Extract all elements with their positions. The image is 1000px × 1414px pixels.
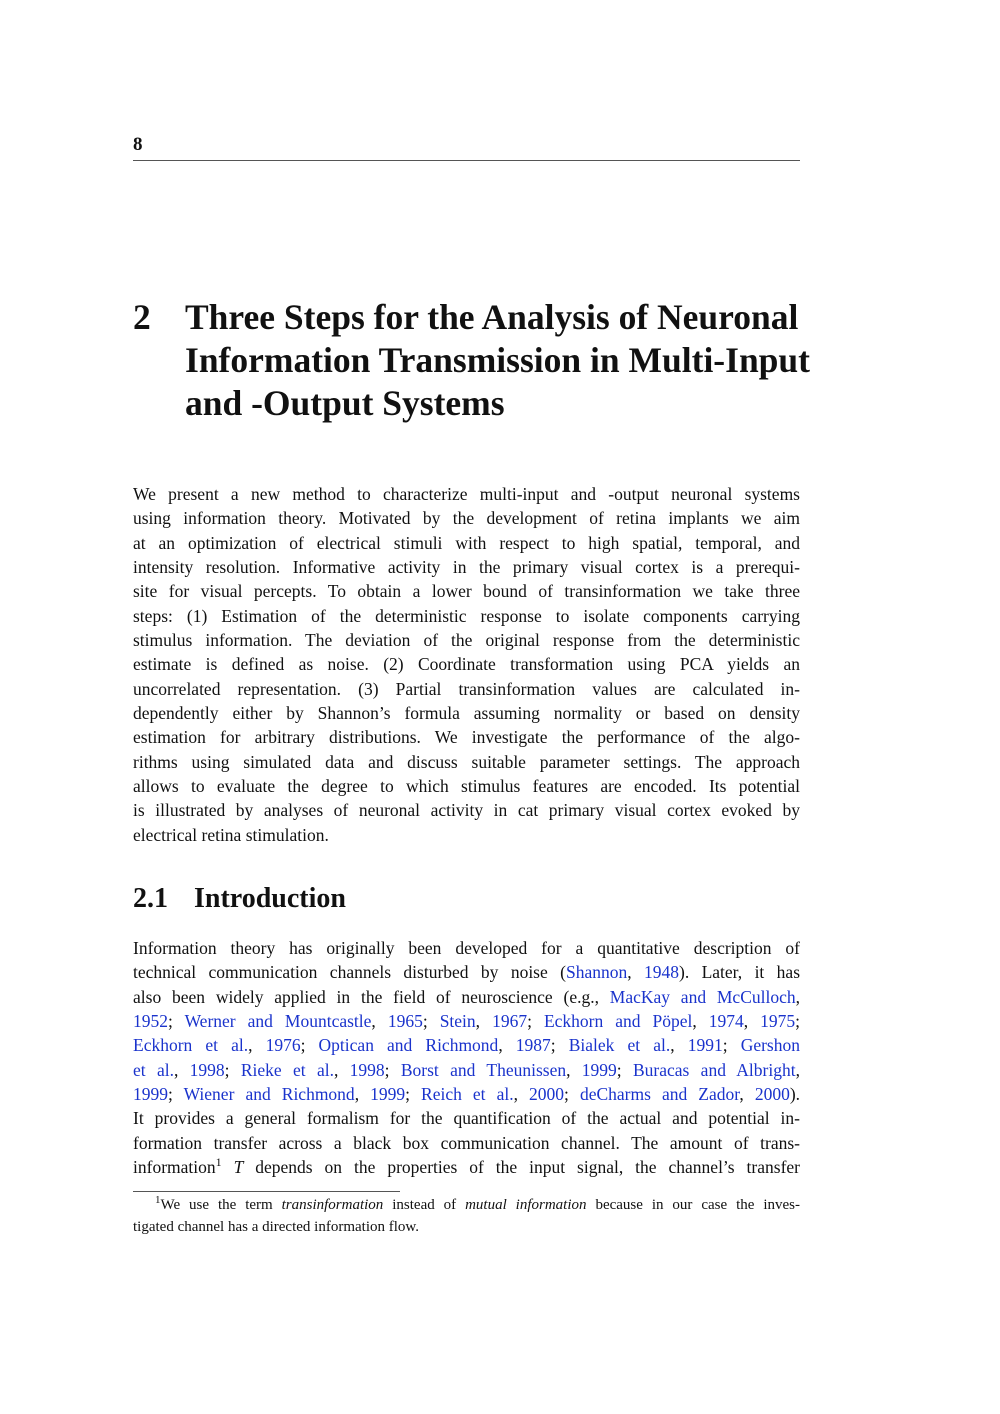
intro-line (133, 1033, 800, 1057)
abstract-line: dependently either by Shannon’s formula assuming normality or based on density (133, 703, 800, 724)
text-run: formation transfer across a black box communication channel. The amount of trans- (133, 1132, 800, 1153)
intro-line (133, 1155, 800, 1179)
citation-link[interactable]: Werner and Mountcastle (184, 1011, 372, 1032)
citation-link[interactable]: Rieke et al. (240, 1059, 334, 1080)
footnote-line (133, 1195, 800, 1217)
text-run: ; (527, 1011, 544, 1032)
text-run: ; (224, 1059, 241, 1080)
page-number: 8 (133, 134, 143, 155)
citation-link[interactable]: Reich et al. (421, 1084, 514, 1105)
text-run: tigated channel has a directed information flow. (133, 1218, 420, 1235)
abstract-line: using information theory. Motivated by the development of retina implants we aim (133, 508, 800, 529)
section-heading (133, 883, 346, 915)
footnote-marker[interactable]: 1 (215, 1155, 222, 1170)
text-run: because in our case the inves- (586, 1197, 800, 1213)
text-run: , (354, 1084, 371, 1105)
text-run: , (566, 1059, 582, 1080)
abstract-line: electrical retina stimulation. (133, 824, 329, 845)
intro-line (133, 1082, 800, 1106)
text-run: ). (789, 1084, 801, 1105)
chapter-title-line: Three Steps for the Analysis of Neuronal (185, 297, 799, 337)
intro-line (133, 1131, 800, 1155)
italic-term: mutual information (465, 1197, 587, 1213)
text-run: ; (168, 1084, 184, 1105)
abstract-line: steps: (1) Estimation of the deterministic response to isolate components carrying (133, 605, 800, 626)
text-run: ; (300, 1035, 319, 1056)
section-title: Introduction (194, 883, 346, 914)
text-run: ; (422, 1011, 440, 1032)
citation-link[interactable]: 1998 (349, 1059, 385, 1080)
citation-link[interactable]: Buracas and Albright (632, 1059, 796, 1080)
section-number: 2.1 (133, 883, 168, 914)
text-run (222, 1157, 234, 1177)
text-run: ; (616, 1059, 633, 1080)
text-run: , (795, 986, 800, 1007)
text-run: technical communication channels disturbed by noise ( (133, 962, 566, 983)
citation-link[interactable]: 1967 (492, 1011, 528, 1032)
text-run: Information theory has originally been developed for a quantitative description of (133, 938, 800, 958)
text-run: , (739, 1084, 755, 1105)
text-run: , (173, 1059, 190, 1080)
citation-link[interactable]: 1974 (708, 1011, 744, 1032)
text-run: information (133, 1157, 216, 1178)
italic-term: transinformation (281, 1197, 384, 1213)
text-run: , (333, 1059, 350, 1080)
citation-link[interactable]: 1976 (265, 1035, 301, 1056)
citation-link[interactable]: Stein (439, 1011, 476, 1032)
citation-link[interactable]: Wiener and Richmond (183, 1084, 355, 1105)
italic-term: T (233, 1157, 244, 1178)
abstract-line: estimation for arbitrary distributions. We investigate the performance of the algo- (133, 727, 800, 748)
text-run: ; (564, 1084, 580, 1105)
text-run: also been widely applied in the field of neuroscience (e.g., (133, 986, 610, 1007)
citation-link[interactable]: Optican and Richmond (318, 1035, 499, 1056)
abstract-line: uncorrelated representation. (3) Partial transinformation values are calculated in- (133, 678, 800, 699)
footnote-line (133, 1217, 800, 1239)
text-run: , (692, 1011, 709, 1032)
abstract-line: is illustrated by analyses of neuronal activity in cat primary visual cortex evoked by (133, 800, 800, 821)
citation-link[interactable]: 1948 (644, 962, 679, 983)
citation-link[interactable]: 2000 (529, 1084, 565, 1105)
citation-link[interactable]: Gershon (740, 1035, 800, 1056)
text-run: depends on the properties of the input signal, the channel’s transfer (243, 1157, 800, 1178)
chapter-heading (133, 296, 813, 425)
citation-link[interactable]: 1991 (687, 1035, 723, 1056)
citation-link[interactable]: 1965 (387, 1011, 423, 1032)
citation-link[interactable]: 2000 (754, 1084, 790, 1105)
text-run: ). Later, it has (679, 962, 801, 983)
text-run: , (795, 1059, 800, 1080)
text-run: , (670, 1035, 688, 1056)
text-run: ; (795, 1011, 801, 1032)
citation-link[interactable]: et al. (133, 1059, 174, 1080)
citation-link[interactable]: 1975 (760, 1011, 796, 1032)
chapter-title-line: and -Output Systems (185, 383, 505, 423)
abstract-line: rithms using simulated data and discuss suitable parameter settings. The approach (133, 751, 800, 772)
citation-link[interactable]: Borst and Theunissen (400, 1059, 567, 1080)
citation-link[interactable]: Eckhorn et al. (133, 1035, 249, 1056)
footnote-rule (133, 1191, 400, 1192)
footnote-marker[interactable]: 1 (155, 1194, 161, 1206)
text-run: , (498, 1035, 516, 1056)
intro-line (133, 936, 800, 960)
citation-link[interactable]: MacKay and McCulloch (609, 986, 796, 1007)
citation-link[interactable]: 1987 (515, 1035, 551, 1056)
text-run: , (743, 1011, 761, 1032)
abstract-line: stimulus information. The deviation of the original response from the deterministic (133, 630, 800, 651)
header-rule (133, 160, 800, 161)
citation-link[interactable]: Shannon (565, 962, 628, 983)
abstract-line: allows to evaluate the degree to which stimulus features are encoded. Its potential (133, 776, 800, 797)
footnote (133, 1195, 800, 1238)
citation-link[interactable]: 1999 (370, 1084, 406, 1105)
text-run: , (475, 1011, 493, 1032)
abstract-line: We present a new method to characterize multi-input and -output neuronal systems (133, 484, 800, 504)
chapter-title-line: Information Transmission in Multi-Input (185, 340, 810, 380)
intro-line (133, 1106, 800, 1130)
text-run: ; (405, 1084, 422, 1105)
text-run: ; (722, 1035, 741, 1056)
intro-line (133, 985, 800, 1009)
introduction-text (133, 936, 800, 1179)
citation-link[interactable]: 1998 (189, 1059, 225, 1080)
chapter-number: 2 (133, 297, 151, 337)
text-run: , (371, 1011, 388, 1032)
abstract-line: estimate is defined as noise. (2) Coordinate transformation using PCA yields an (133, 654, 800, 675)
text-run: , (513, 1084, 530, 1105)
citation-link[interactable]: Bialek et al. (568, 1035, 671, 1056)
intro-line (133, 960, 800, 984)
citation-link[interactable]: 1999 (133, 1084, 168, 1105)
abstract-line: at an optimization of electrical stimuli with respect to high spatial, temporal, and (133, 532, 800, 553)
text-run: instead of (383, 1197, 466, 1213)
abstract (133, 482, 800, 847)
citation-link[interactable]: deCharms and Zador (579, 1084, 740, 1105)
abstract-line: site for visual percepts. To obtain a lower bound of transinformation we take three (133, 581, 800, 602)
citation-link[interactable]: 1999 (581, 1059, 617, 1080)
citation-link[interactable]: Eckhorn and Pöpel (543, 1011, 693, 1032)
text-run: We use the term (160, 1197, 282, 1213)
abstract-line: intensity resolution. Informative activity in the primary visual cortex is a prerequi- (133, 557, 800, 578)
citation-link[interactable]: 1952 (133, 1011, 168, 1032)
text-run: ; (384, 1059, 401, 1080)
text-run: It provides a general formalism for the quantification of the actual and potential in- (133, 1108, 800, 1129)
text-run: , (248, 1035, 266, 1056)
text-run: , (627, 962, 644, 983)
text-run: ; (550, 1035, 569, 1056)
intro-line (133, 1058, 800, 1082)
text-run: ; (168, 1011, 185, 1032)
intro-line (133, 1009, 800, 1033)
